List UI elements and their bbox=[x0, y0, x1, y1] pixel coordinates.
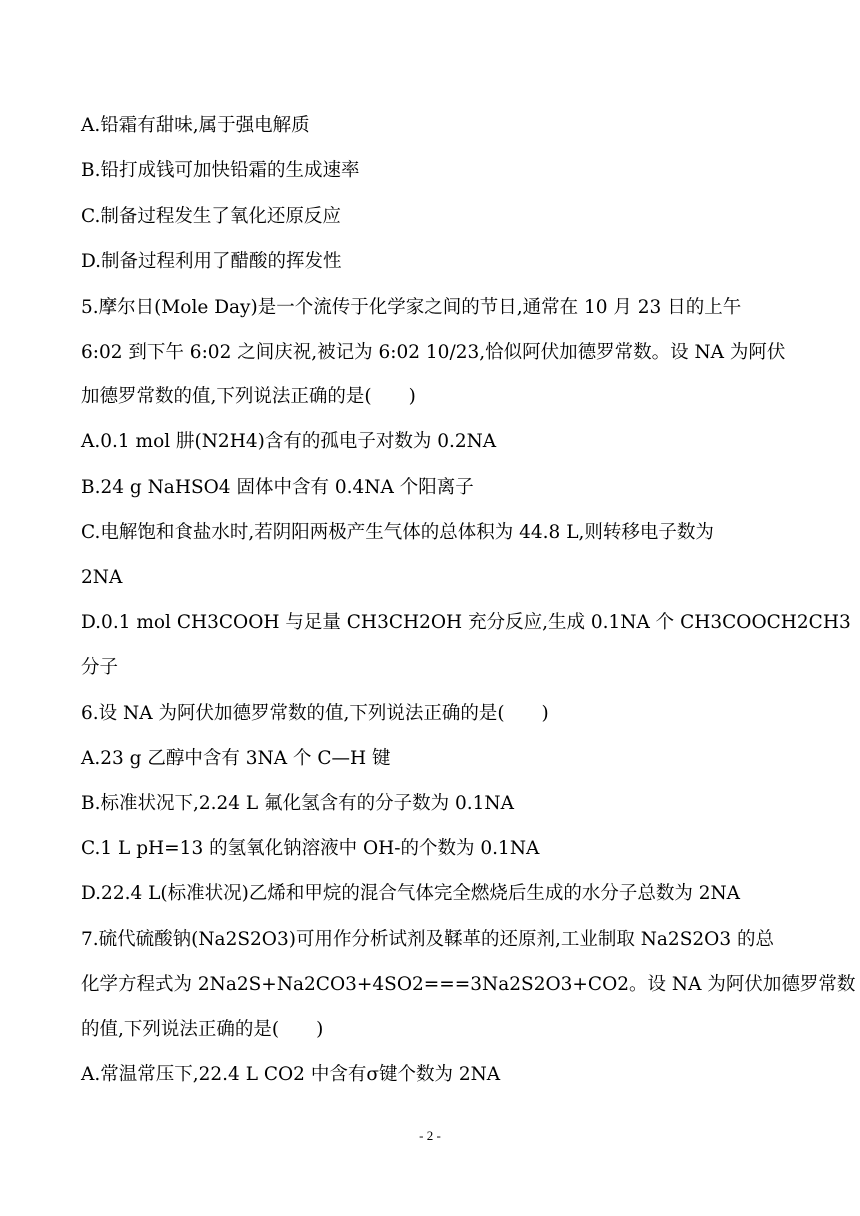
option-5a: A.0.1 mol 肼(N2H4)含有的孤电子对数为 0.2NA bbox=[81, 431, 497, 452]
question-7-line-2: 化学方程式为 2Na2S+Na2CO3+4SO2===3Na2S2O3+CO2。设 NA 为阿伏加德罗常数 bbox=[81, 974, 856, 995]
question-5-line-2: 6:02 到下午 6:02 之间庆祝,被记为 6:02 10/23,恰似阿伏加德罗常数。设 NA 为阿伏 bbox=[81, 342, 786, 363]
option-6d: D.22.4 L(标准状况)乙烯和甲烷的混合气体完全燃烧后生成的水分子总数为 2NA bbox=[81, 883, 741, 904]
option-5d-line-2: 分子 bbox=[81, 657, 119, 678]
question-5-line-3: 加德罗常数的值,下列说法正确的是( ) bbox=[81, 386, 416, 407]
option-6b: B.标准状况下,2.24 L 氟化氢含有的分子数为 0.1NA bbox=[81, 793, 514, 814]
option-5b: B.24 g NaHSO4 固体中含有 0.4NA 个阳离子 bbox=[81, 477, 474, 498]
option-5d-line-1: D.0.1 mol CH3COOH 与足量 CH3CH2OH 充分反应,生成 0.1NA 个 CH3COOCH2CH3 bbox=[81, 612, 851, 633]
option-4c: C.制备过程发生了氧化还原反应 bbox=[81, 206, 341, 227]
option-6a: A.23 g 乙醇中含有 3NA 个 C—H 键 bbox=[81, 748, 391, 769]
option-5c-line-1: C.电解饱和食盐水时,若阴阳两极产生气体的总体积为 44.8 L,则转移电子数为 bbox=[81, 522, 714, 543]
option-7a: A.常温常压下,22.4 L CO2 中含有σ键个数为 2NA bbox=[81, 1064, 501, 1085]
option-5c-line-2: 2NA bbox=[81, 567, 123, 588]
question-7-line-1: 7.硫代硫酸钠(Na2S2O3)可用作分析试剂及鞣革的还原剂,工业制取 Na2S2O3 的总 bbox=[81, 929, 774, 950]
option-6c: C.1 L pH=13 的氢氧化钠溶液中 OH-的个数为 0.1NA bbox=[81, 838, 540, 859]
option-4a: A.铅霜有甜味,属于强电解质 bbox=[81, 115, 310, 136]
question-6: 6.设 NA 为阿伏加德罗常数的值,下列说法正确的是( ) bbox=[81, 703, 549, 724]
question-5-line-1: 5.摩尔日(Mole Day)是一个流传于化学家之间的节日,通常在 10 月 23 日的上午 bbox=[81, 297, 742, 318]
option-4b: B.铅打成钱可加快铅霜的生成速率 bbox=[81, 160, 360, 181]
page-number: - 2 - bbox=[419, 1128, 441, 1143]
question-7-line-3: 的值,下列说法正确的是( ) bbox=[81, 1019, 324, 1040]
option-4d: D.制备过程利用了醋酸的挥发性 bbox=[81, 251, 342, 272]
